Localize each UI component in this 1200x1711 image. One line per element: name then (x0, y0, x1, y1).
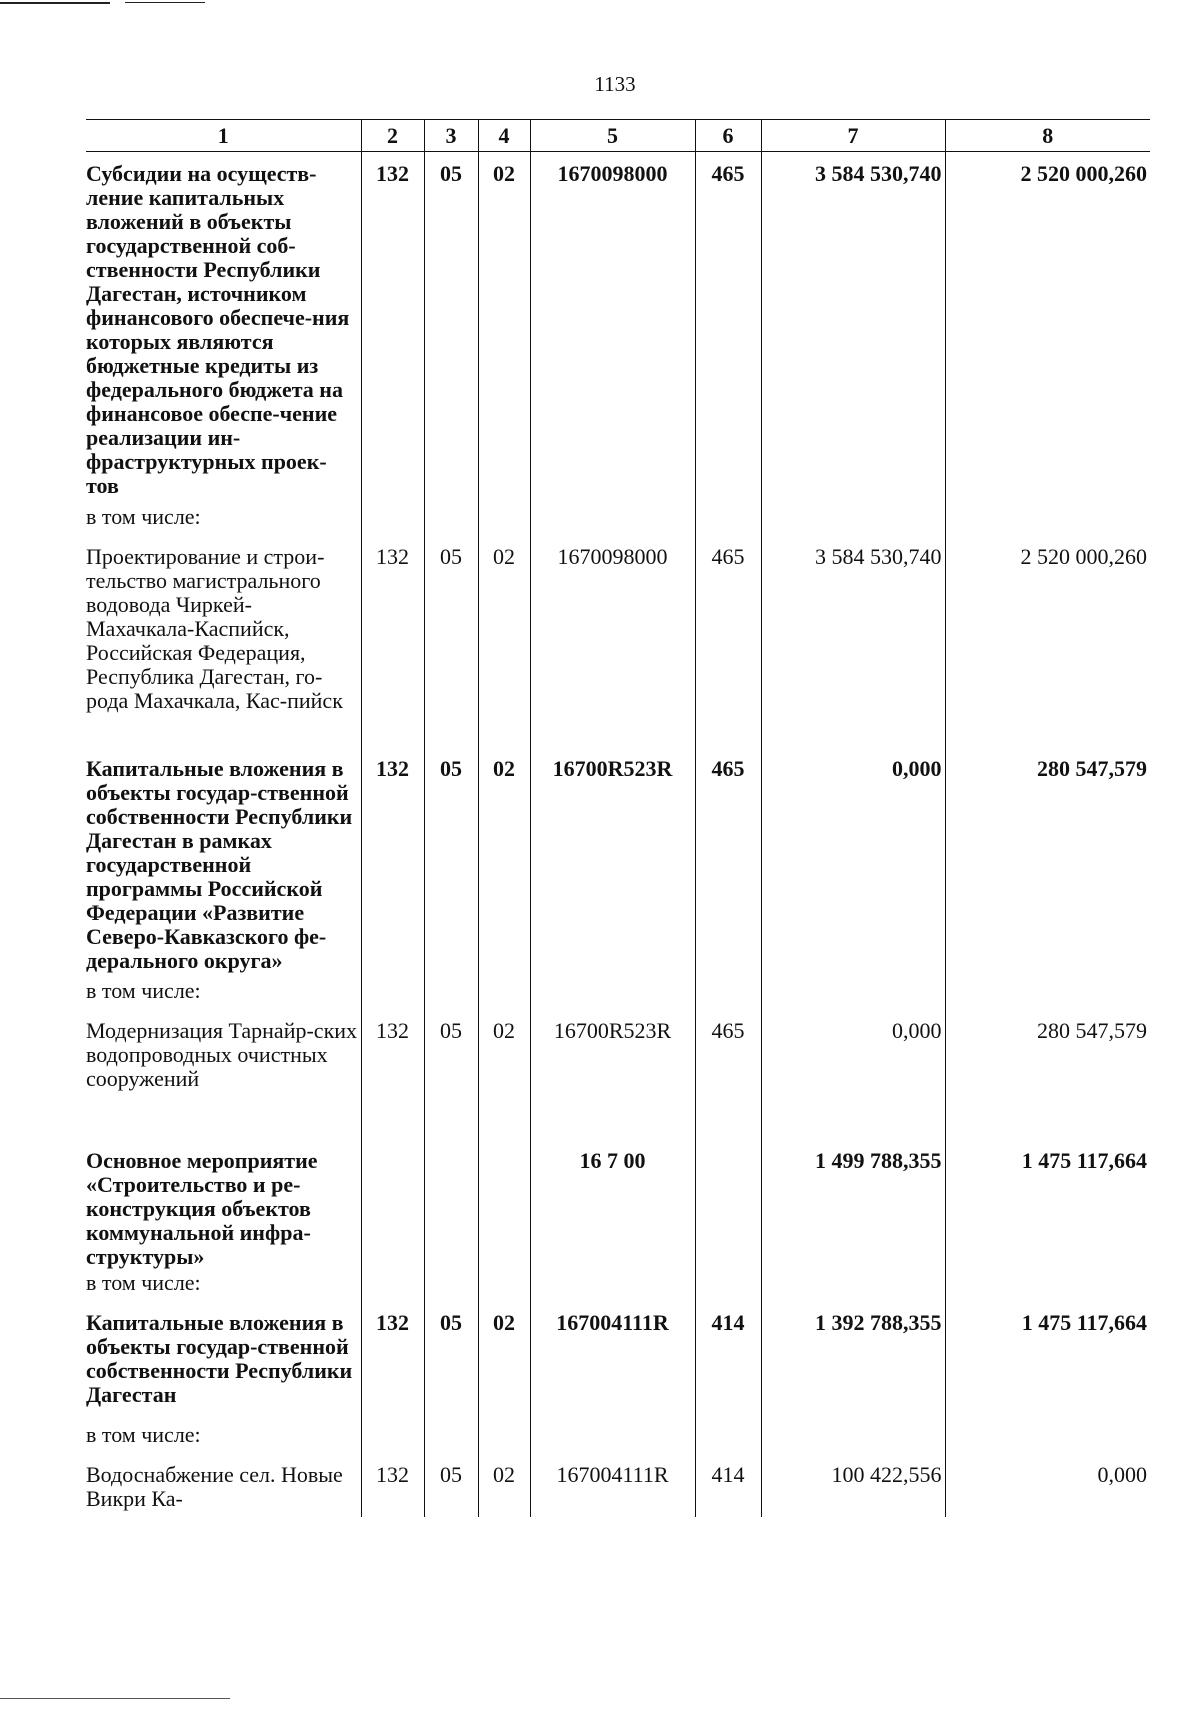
empty-cell (945, 503, 1150, 537)
empty-cell (478, 1421, 530, 1455)
subsection-code-cell: 02 (478, 747, 530, 977)
budget-table-container (86, 119, 1150, 1517)
header-cell: 3 (424, 120, 478, 152)
amount-col8-cell: 0,000 (945, 1455, 1150, 1517)
header-cell: 7 (761, 120, 945, 152)
target-article-cell: 16 7 00 (530, 1139, 695, 1269)
expense-type-cell: 465 (695, 747, 761, 977)
empty-cell (761, 977, 945, 1011)
table-row (86, 152, 1150, 503)
amount-col8-cell: 280 547,579 (945, 1011, 1150, 1139)
description-cell: Основное мероприятие «Строительство и ре-конструкция объектов коммунальной инфра-структуры» (86, 1147, 318, 1269)
empty-cell (424, 1269, 478, 1303)
empty-cell (478, 503, 530, 537)
empty-cell (530, 503, 695, 537)
expense-type-cell: 465 (695, 152, 761, 503)
target-article-cell: 167004111R (530, 1455, 695, 1517)
amount-col8-cell: 1 475 117,664 (945, 1139, 1150, 1269)
amount-col7-cell: 100 422,556 (761, 1455, 945, 1517)
header-cell: 5 (530, 120, 695, 152)
subsection-code-cell: 02 (478, 1455, 530, 1517)
description-cell: Водоснабжение сел. Новые Викри Ка- (86, 1461, 343, 1511)
subsection-code-cell: 02 (478, 1011, 530, 1139)
ministry-code-cell: 132 (361, 1303, 424, 1421)
including-label: в том числе: (86, 977, 201, 1003)
amount-col7-cell: 3 584 530,740 (761, 537, 945, 747)
empty-cell (530, 1269, 695, 1303)
table-row (86, 1269, 1150, 1303)
amount-col7-cell: 0,000 (761, 747, 945, 977)
expense-type-cell: 414 (695, 1455, 761, 1517)
subsection-code-cell: 02 (478, 537, 530, 747)
ministry-code-cell: 132 (361, 1455, 424, 1517)
section-code-cell: 05 (424, 1303, 478, 1421)
empty-cell (361, 1421, 424, 1455)
description-cell: Субсидии на осуществ-ление капитальных вложений в объекты государственной соб-ственности Республики Дагестан, источником финансового обеспече-ния которых являются бюджетные кредиты из федерального бюджета на финансовое обеспе-чение реализации ин-фраструктурных проек-тов (86, 161, 350, 498)
empty-cell (761, 1269, 945, 1303)
empty-cell (695, 1421, 761, 1455)
empty-cell (530, 1421, 695, 1455)
empty-cell (695, 1269, 761, 1303)
target-article-cell: 16700R523R (530, 747, 695, 977)
empty-cell (361, 1269, 424, 1303)
expense-type-cell: 414 (695, 1303, 761, 1421)
subsection-code-cell: 02 (478, 152, 530, 503)
bottom-edge-mark (0, 1698, 230, 1699)
table-row (86, 747, 1150, 977)
description-cell: Капитальные вложения в объекты государ-ственной собственности Республики Дагестан в рамках государственной программы Российской Федерации «Развитие Северо-Кавказского фе-дерального округа» (86, 755, 353, 973)
section-code-cell: 05 (424, 537, 478, 747)
table-row (86, 537, 1150, 747)
section-code-cell: 05 (424, 747, 478, 977)
including-label: в том числе: (86, 1421, 201, 1447)
top-edge-mark (0, 2, 110, 4)
empty-cell (945, 1269, 1150, 1303)
subsection-code-cell (478, 1139, 530, 1269)
empty-cell (361, 503, 424, 537)
description-cell: Проектирование и строи-тельство магистрального водовода Чиркей-Махачкала-Каспийск, Российская Федерация, Республика Дагестан, го-рода Махачкала, Кас-пийск (86, 543, 343, 713)
empty-cell (478, 977, 530, 1011)
ministry-code-cell: 132 (361, 1011, 424, 1139)
expense-type-cell: 465 (695, 1011, 761, 1139)
header-cell: 2 (361, 120, 424, 152)
top-edge-mark (125, 2, 205, 3)
empty-cell (424, 503, 478, 537)
amount-col7-cell: 0,000 (761, 1011, 945, 1139)
empty-cell (695, 977, 761, 1011)
target-article-cell: 16700R523R (530, 1011, 695, 1139)
description-cell: Капитальные вложения в объекты государ-ственной собственности Республики Дагестан (86, 1309, 353, 1407)
table-row (86, 1303, 1150, 1421)
target-article-cell: 1670098000 (530, 537, 695, 747)
empty-cell (945, 1421, 1150, 1455)
empty-cell (761, 1421, 945, 1455)
ministry-code-cell: 132 (361, 747, 424, 977)
expense-type-cell (695, 1139, 761, 1269)
header-cell: 8 (945, 120, 1150, 152)
budget-table (86, 119, 1150, 1517)
page-number: 1133 (594, 72, 636, 96)
amount-col8-cell: 2 520 000,260 (945, 152, 1150, 503)
section-code-cell: 05 (424, 1011, 478, 1139)
ministry-code-cell: 132 (361, 537, 424, 747)
empty-cell (530, 977, 695, 1011)
amount-col8-cell: 1 475 117,664 (945, 1303, 1150, 1421)
empty-cell (424, 1421, 478, 1455)
empty-cell (761, 503, 945, 537)
expense-type-cell: 465 (695, 537, 761, 747)
section-code-cell: 05 (424, 1455, 478, 1517)
table-row (86, 1011, 1150, 1139)
table-row (86, 503, 1150, 537)
header-cell: 4 (478, 120, 530, 152)
ministry-code-cell (361, 1139, 424, 1269)
including-label: в том числе: (86, 1269, 201, 1295)
amount-col8-cell: 2 520 000,260 (945, 537, 1150, 747)
header-cell: 6 (695, 120, 761, 152)
including-label: в том числе: (86, 503, 201, 529)
target-article-cell: 167004111R (530, 1303, 695, 1421)
amount-col8-cell: 280 547,579 (945, 747, 1150, 977)
subsection-code-cell: 02 (478, 1303, 530, 1421)
empty-cell (361, 977, 424, 1011)
table-row (86, 977, 1150, 1011)
header-row (86, 120, 1150, 152)
amount-col7-cell: 1 392 788,355 (761, 1303, 945, 1421)
target-article-cell: 1670098000 (530, 152, 695, 503)
section-code-cell (424, 1139, 478, 1269)
empty-cell (424, 977, 478, 1011)
section-code-cell: 05 (424, 152, 478, 503)
table-row (86, 1455, 1150, 1517)
table-row (86, 1421, 1150, 1455)
empty-cell (478, 1269, 530, 1303)
table-row (86, 1139, 1150, 1269)
amount-col7-cell: 1 499 788,355 (761, 1139, 945, 1269)
amount-col7-cell: 3 584 530,740 (761, 152, 945, 503)
description-cell: Модернизация Тарнайр-ских водопроводных очистных сооружений (86, 1017, 358, 1091)
empty-cell (695, 503, 761, 537)
header-cell: 1 (86, 120, 361, 152)
ministry-code-cell: 132 (361, 152, 424, 503)
empty-cell (945, 977, 1150, 1011)
